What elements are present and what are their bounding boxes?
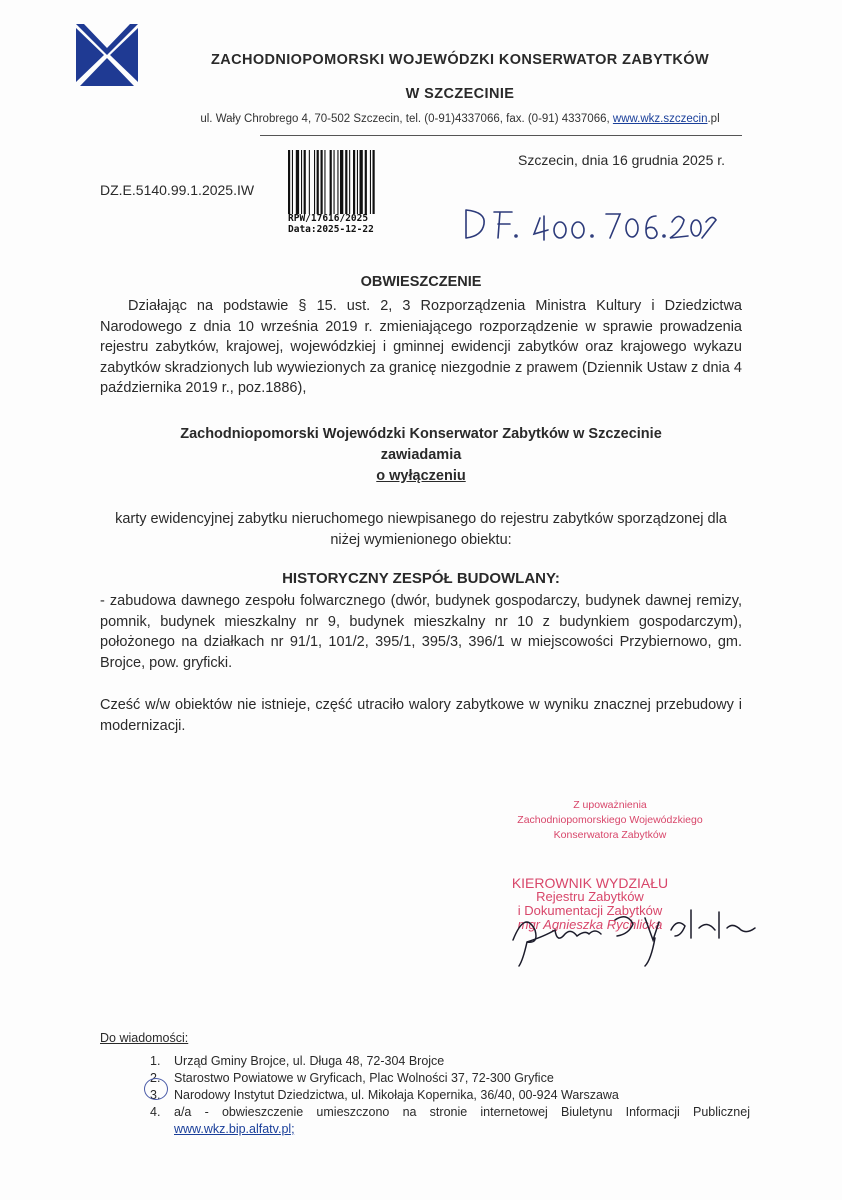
- notice-card-description: karty ewidencyjnej zabytku nieruchomego niewpisanego do rejestru zabytków sporządzonej dla niżej wymienionego obiektu:: [115, 511, 727, 548]
- authorization-stamp: [480, 798, 740, 843]
- barcode-bar: [288, 150, 290, 214]
- barcode-bar: [345, 150, 347, 214]
- barcode-bar: [314, 150, 315, 214]
- handwritten-circle-mark: [144, 1078, 168, 1100]
- list-item-number: 1.: [150, 1054, 161, 1068]
- office-subtitle: W SZCZECINIE: [405, 86, 515, 102]
- signatory-name: mgr Agnieszka Rychlicka: [517, 917, 663, 932]
- barcode-bar: [296, 150, 299, 214]
- list-item-text: Narodowy Instytut Dziedzictwa, ul. Mikołaja Kopernika, 36/40, 00-924 Warszawa: [174, 1088, 619, 1102]
- list-item-text: a/a - obwieszczenie umieszczono na stronie internetowej Biuletynu Informacji Publicznej: [174, 1105, 750, 1119]
- barcode-bar: [301, 150, 302, 214]
- bip-website-link[interactable]: www.wkz.bip.alfatv.pl;: [174, 1122, 295, 1136]
- barcode-registry-number: RPW/17616/2025: [288, 213, 369, 224]
- barcode-bar: [292, 150, 293, 214]
- handwritten-signature: [505, 900, 765, 970]
- barcode-bar: [317, 150, 319, 214]
- list-item-text: Starostwo Powiatowe w Gryficach, Plac Wolności 37, 72-300 Gryfice: [174, 1071, 554, 1085]
- list-item-number: 2.: [150, 1071, 161, 1085]
- notice-authority: Zachodniopomorski Wojewódzki Konserwator Zabytków w Szczecinie: [180, 426, 662, 442]
- notice-legal-basis: Działając na podstawie § 15. ust. 2, 3 Rozporządzenia Ministra Kultury i Dziedzictwa Narodowego z dnia 10 września 2019 r. zmieniającego rozporządzenie w sprawie prowadzenia rejestru zabytków, krajowej, wojewódzkiej i gminnej ewidencji zabytków oraz krajowego wykazu zabytków skradzionych lub wywiezionych za granicę niezgodnie z prawem (Dziennik Ustaw z dnia 4 października 2019 r., poz.1886),: [100, 298, 742, 396]
- notice-subject: o wyłączeniu: [376, 468, 466, 484]
- list-item: [150, 1087, 750, 1104]
- signatory-title: KIEROWNIK WYDZIAŁU: [511, 875, 669, 891]
- barcode-bar: [340, 150, 343, 214]
- barcode: [288, 150, 404, 214]
- list-item: [150, 1053, 750, 1070]
- case-number: DZ.E.5140.99.1.2025.IW: [100, 182, 255, 198]
- signatory-dept-1: Rejestru Zabytków: [536, 889, 644, 904]
- barcode-bar: [365, 150, 367, 214]
- barcode-bar: [324, 150, 325, 214]
- barcode-label: [288, 213, 374, 235]
- barcode-bar: [349, 150, 350, 214]
- office-title: ZACHODNIOPOMORSKI WOJEWÓDZKI KONSERWATOR ZABYTKÓW: [210, 52, 710, 68]
- notice-heading: OBWIESZCZENIE: [360, 274, 482, 290]
- distribution-items: [100, 1053, 750, 1121]
- coat-of-arms-logo: [76, 24, 138, 86]
- barcode-bar: [304, 150, 306, 214]
- barcode-bar: [334, 150, 335, 214]
- barcode-bar: [353, 150, 355, 214]
- barcode-bar: [360, 150, 363, 214]
- address-text: ul. Wały Chrobrego 4, 70-502 Szczecin, tel. (0-91)4337066, fax. (0-91) 4337066,: [200, 113, 610, 125]
- list-item-text: Urząd Gminy Brojce, ul. Długa 48, 72-304 Brojce: [174, 1054, 445, 1068]
- barcode-bar: [309, 150, 310, 214]
- distribution-heading: Do wiadomości:: [100, 1031, 189, 1045]
- distribution-list: [100, 1030, 750, 1138]
- website-suffix: .pl: [707, 113, 720, 125]
- object-condition-note: Cześć w/w obiektów nie istnieje, część utraciło walory zabytkowe w wyniku znacznej przebudowy i modernizacji.: [100, 697, 742, 734]
- list-item-number: 3.: [150, 1088, 161, 1102]
- list-item-number: 4.: [150, 1105, 161, 1119]
- barcode-bar: [373, 150, 375, 214]
- stamp-line-2: Zachodniopomorskiego Wojewódzkiego: [517, 814, 703, 826]
- handwritten-registry-note: [460, 200, 720, 250]
- barcode-bar: [357, 150, 358, 214]
- barcode-bar: [330, 150, 332, 214]
- signatory-dept-2: i Dokumentacji Zabytków: [517, 903, 663, 918]
- stamp-line-1: Z upoważnienia: [573, 799, 647, 811]
- object-title: HISTORYCZNY ZESPÓŁ BUDOWLANY:: [282, 570, 560, 587]
- object-description: - zabudowa dawnego zespołu folwarcznego (dwór, budynek gospodarczy, budynek dawnej remizy, pomnik, budynek mieszkalny nr 9, budynek mieszkalny nr 10 z budynkiem gospodarczym), położonego na działkach nr 91/1, 101/2, 395/1, 395/3, 396/1 w miejscowości Przybiernowo, gm. Brojce, pow. gryficki.: [100, 593, 742, 671]
- website-link[interactable]: www.wkz.szczecin: [612, 113, 708, 125]
- header-divider: [260, 135, 742, 136]
- list-item: [150, 1070, 750, 1087]
- office-address: [160, 113, 760, 125]
- barcode-bar: [321, 150, 323, 214]
- barcode-bar: [370, 150, 371, 214]
- barcode-date: Data:2025-12-22: [288, 224, 374, 235]
- barcode-bar: [337, 150, 338, 214]
- list-item: [150, 1104, 750, 1121]
- notice-informs: zawiadamia: [380, 447, 462, 463]
- place-date: Szczecin, dnia 16 grudnia 2025 r.: [518, 152, 726, 168]
- stamp-line-3: Konserwatora Zabytków: [553, 829, 667, 841]
